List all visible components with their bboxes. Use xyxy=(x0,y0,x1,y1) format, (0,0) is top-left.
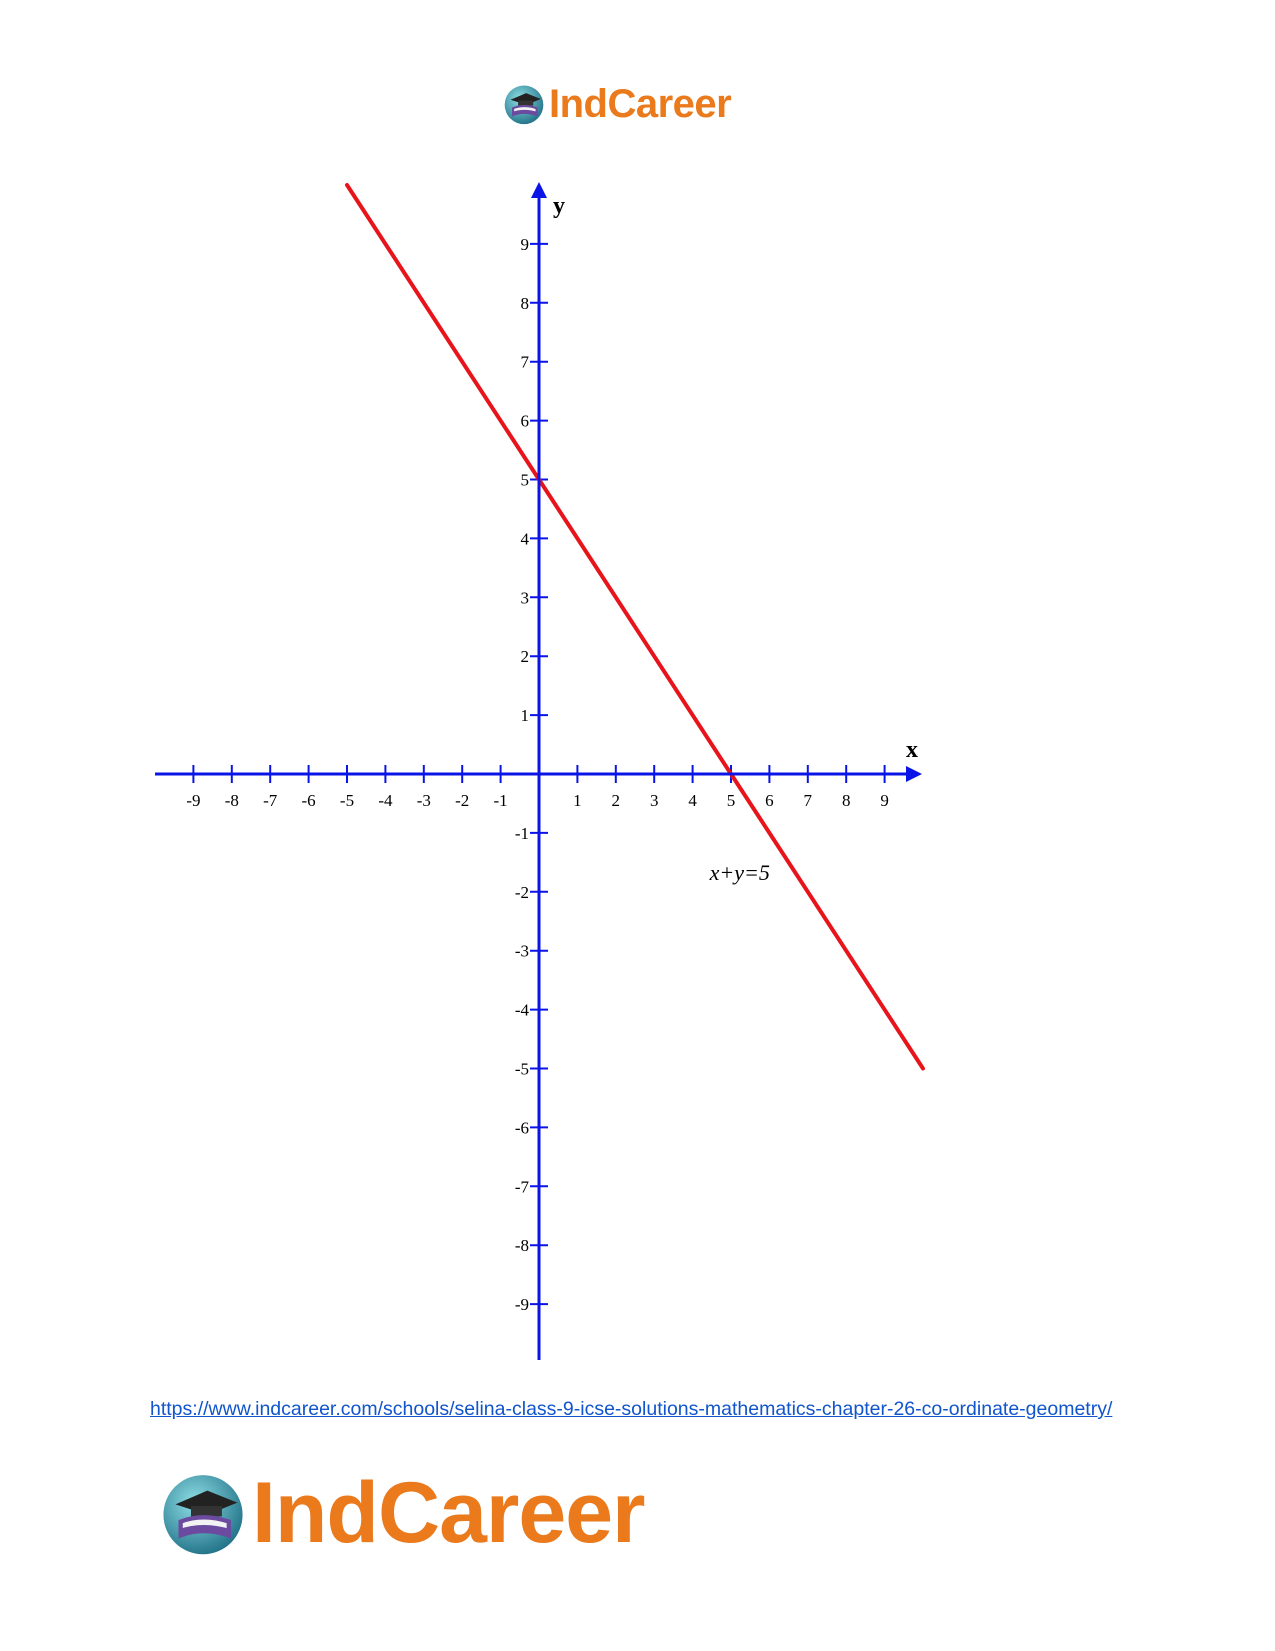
logo-wordmark: IndCareer xyxy=(252,1465,645,1561)
y-axis-label: y xyxy=(553,193,565,219)
x-tick-label: 8 xyxy=(841,791,851,810)
y-tick-label: -8 xyxy=(514,1236,529,1256)
x-tick-label: -5 xyxy=(339,791,355,810)
y-tick-label: -5 xyxy=(514,1059,529,1079)
y-tick-label: -4 xyxy=(514,1000,529,1020)
y-tick-label: 5 xyxy=(520,470,529,490)
y-tick-label: 6 xyxy=(520,411,529,431)
x-tick-label: 6 xyxy=(765,791,774,810)
x-tick-label: 7 xyxy=(803,791,813,810)
x-axis-arrow xyxy=(906,766,922,782)
indcareer-logo-large xyxy=(160,1465,645,1561)
x-tick-label: -9 xyxy=(186,791,201,810)
series-line xyxy=(347,185,923,1069)
y-tick-label: -6 xyxy=(514,1118,529,1138)
y-tick-label: 2 xyxy=(520,647,529,667)
x-tick-label: -1 xyxy=(493,791,508,810)
y-axis-arrow xyxy=(531,182,547,198)
y-tick-label: 8 xyxy=(520,293,529,313)
y-tick-label: 4 xyxy=(520,529,529,549)
y-tick-label: 1 xyxy=(520,706,529,726)
source-link[interactable]: https://www.indcareer.com/schools/selina-class-9-icse-solutions-mathematics-chapter-26-co-ordinate-geometry/ xyxy=(150,1398,1113,1420)
x-tick-label: 2 xyxy=(611,791,621,810)
y-tick-label: -2 xyxy=(514,882,529,902)
x-tick-label: -4 xyxy=(378,791,393,810)
graduation-book-icon xyxy=(160,1470,246,1556)
y-tick-label: 3 xyxy=(520,588,529,608)
y-tick-label: 9 xyxy=(520,234,529,254)
x-tick-label: -8 xyxy=(224,791,239,810)
x-axis-label: x xyxy=(906,737,918,763)
x-tick-label: 1 xyxy=(573,791,582,810)
x-tick-label: 3 xyxy=(649,791,659,810)
y-tick-label: -3 xyxy=(514,941,529,961)
x-tick-label: -2 xyxy=(455,791,470,810)
x-tick-label: -3 xyxy=(416,791,431,810)
y-tick-label: 7 xyxy=(520,352,529,372)
x-tick-label: -6 xyxy=(301,791,316,810)
x-tick-label: 5 xyxy=(726,791,736,810)
y-tick-label: -9 xyxy=(514,1295,529,1315)
x-tick-label: 4 xyxy=(688,791,697,810)
x-tick-label: -7 xyxy=(263,791,278,810)
y-tick-label: -7 xyxy=(514,1177,529,1197)
series-lines xyxy=(347,185,923,1069)
logo-wordmark: IndCareer xyxy=(549,82,732,126)
y-tick-label: -1 xyxy=(514,823,529,843)
equation-label: x+y=5 xyxy=(709,859,770,885)
x-tick-label: 9 xyxy=(880,791,889,810)
